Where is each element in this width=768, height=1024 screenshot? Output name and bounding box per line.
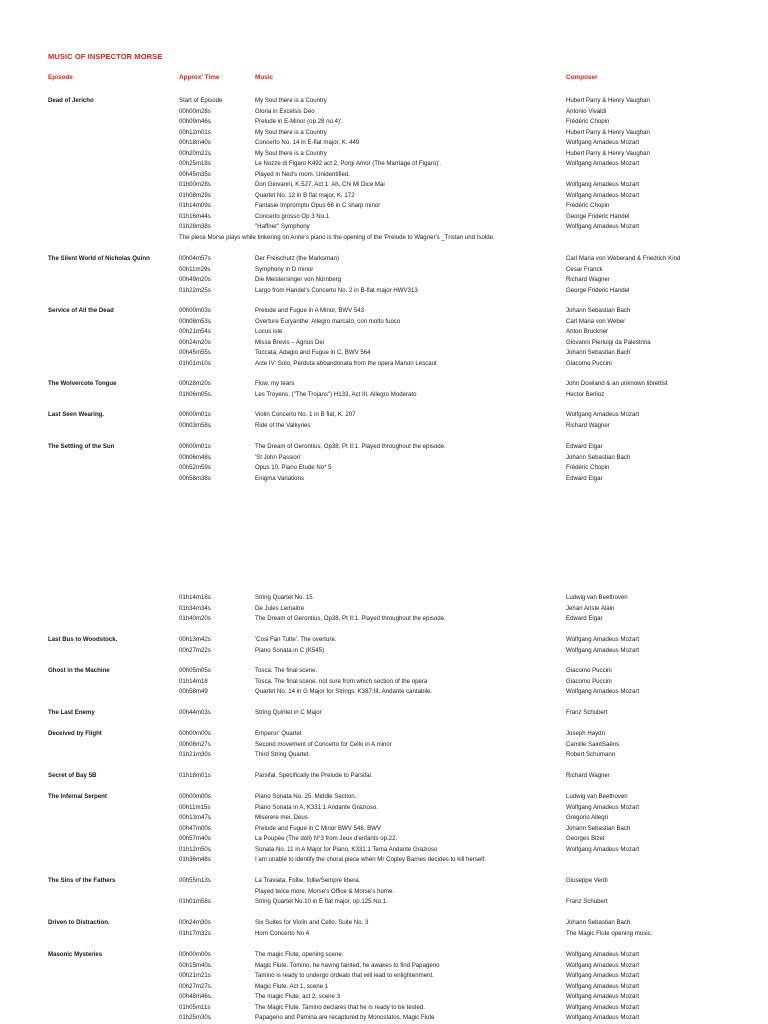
- music-cell: 'Cosi Fan Tutte'. The overture.: [255, 636, 337, 643]
- time-cell: 01h00m28s: [179, 181, 211, 188]
- composer-cell: Robert Schumann: [566, 751, 616, 758]
- composer-cell: Wolfgang Amadeus Mozart: [566, 845, 640, 853]
- music-cell: Der Freischutz (the Marksman): [255, 255, 339, 262]
- table-row: [0, 275, 768, 285]
- table-row: [0, 212, 768, 222]
- table-row: [0, 750, 768, 760]
- table-row: [0, 410, 768, 420]
- composer-cell: Edward Elgar: [566, 474, 603, 482]
- music-cell: Second movement of Concerto for Cello in A minor: [255, 740, 392, 748]
- composer-cell: Johann Sebastian Bach: [566, 919, 631, 926]
- music-cell: Played in Ned's room. Unidentified.: [255, 170, 350, 178]
- time-cell: 00h04m57s: [179, 255, 211, 262]
- table-row: [0, 107, 768, 117]
- table-row: [0, 855, 768, 865]
- music-cell: Sonata No. 11 in A Major for Piano, K331:1 Tema Andante Grazioso: [255, 845, 438, 853]
- episode-cell: The Settling of the Sun: [48, 443, 115, 450]
- composer-cell: The Magic Flute opening music.: [566, 929, 653, 937]
- composer-cell: Jehan Ariste Alain: [566, 604, 615, 612]
- music-cell: I am unable to identify the choral piece when Mr Copley Barnes decides to kill herself.: [255, 856, 487, 863]
- time-cell: 00h21m54s: [179, 328, 211, 335]
- table-row: [0, 421, 768, 431]
- music-cell: Concerto grosso Op.3 No.1: [255, 212, 330, 220]
- note-text: The piece Morse plays while tinkering on Anne's piano is the opening of the 'Prelude to Wagner's _Tristan und Isolde.: [179, 233, 495, 241]
- music-cell: Third String Quartet.: [255, 751, 311, 758]
- composer-cell: Wolfgang Amadeus Mozart: [566, 411, 640, 418]
- music-cell: Fantasie Impromptu Opus 66 in C sharp minor: [255, 202, 381, 209]
- music-cell: The Dream of Gerontius, Op38, Pt II:1. Played throughout the episode.: [255, 443, 446, 450]
- time-cell: 00h45m35s: [179, 170, 211, 178]
- composer-cell: Frédéric Chopin: [566, 464, 610, 471]
- table-row: [0, 191, 768, 201]
- time-cell: 00h13m42s: [179, 636, 211, 643]
- episode-cell: The Last Enemy: [48, 709, 95, 716]
- composer-cell: Hector Berlioz: [566, 390, 605, 398]
- time-cell: 00h05m05s: [179, 667, 211, 674]
- time-cell: 00h15m40s.: [179, 961, 213, 969]
- music-cell: Largo from Handel's Concerto No. 2 in B-flat major HWV313: [255, 286, 418, 294]
- composer-cell: Ludwig van Beethoven: [566, 793, 628, 800]
- music-cell: My Soul there is a Country: [255, 149, 327, 157]
- table-row: [0, 876, 768, 886]
- time-cell: 00h48m46s.: [179, 993, 213, 1000]
- composer-cell: Giacomo Puccini: [566, 677, 612, 685]
- table-row: [0, 379, 768, 389]
- table-row: [0, 666, 768, 676]
- header-episode: Episode: [48, 74, 73, 81]
- music-cell: Horn Concerto No 4: [255, 929, 310, 937]
- music-cell: Opus 10, Piano Etude No* 5: [255, 464, 332, 471]
- table-row: [0, 201, 768, 211]
- time-cell: 00h11m29s: [179, 265, 211, 273]
- composer-cell: Wolfgang Amadeus Mozart: [566, 993, 640, 1000]
- time-cell: 01h14m18: [179, 677, 208, 685]
- composer-cell: Georges Bizet: [566, 835, 605, 842]
- music-cell: Prelude and Fugue in C Minor BWV 546. BWV: [255, 824, 381, 832]
- composer-cell: Anton Bruckner: [566, 328, 609, 335]
- composer-cell: Ludwig van Beethoven: [566, 594, 628, 601]
- music-cell: 'St John Passion': [255, 453, 302, 461]
- time-cell: 00h00m00s: [179, 730, 211, 737]
- composer-cell: Johann Sebastian Bach: [566, 453, 631, 461]
- table-row: [0, 950, 768, 960]
- music-cell: My Soul there is a Country: [255, 97, 327, 104]
- time-cell: 00h00m01s: [179, 411, 211, 418]
- table-row: [0, 138, 768, 148]
- time-cell: 01h01m58s: [179, 898, 211, 905]
- table-row: [0, 687, 768, 697]
- composer-cell: Wolfgang Amadeus Mozart: [566, 961, 640, 969]
- composer-cell: Giuseppe Verdi: [566, 877, 608, 884]
- music-cell: Piano Sonata in C (K545): [255, 646, 325, 654]
- table-row: [0, 453, 768, 463]
- time-cell: 00h27m22s: [179, 646, 211, 654]
- music-cell: Gloria in Excelsis Deo: [255, 107, 315, 115]
- table-row: [0, 729, 768, 739]
- episode-cell: Ghost in the Machine: [48, 667, 110, 674]
- table-row: [0, 222, 768, 232]
- time-cell: 00h11m15s: [179, 803, 211, 811]
- composer-cell: Franz Schubert: [566, 898, 608, 905]
- time-cell: 00h58m49: [179, 688, 208, 695]
- music-cell: Missa Brevis – Agnus Dei: [255, 338, 325, 346]
- composer-cell: Antonio Vivaldi: [566, 107, 607, 115]
- table-row: [0, 929, 768, 939]
- time-cell: 00h45m55s: [179, 349, 211, 356]
- composer-cell: Wolfgang Amadeus Mozart: [566, 160, 640, 167]
- music-cell: Die Meistersinger von Nürnberg: [255, 276, 342, 283]
- composer-cell: Camille SaintSaëns: [566, 740, 620, 748]
- music-cell: Magic Flute. Act 1, scene 1: [255, 982, 329, 990]
- time-cell: 00h09m46s: [179, 118, 211, 125]
- composer-cell: Wolfgang Amadeus Mozart: [566, 223, 640, 230]
- table-row: [0, 286, 768, 296]
- music-cell: Piano Sonata No. 25. Middle Section.: [255, 793, 357, 800]
- table-row: [0, 265, 768, 275]
- time-cell: 00h49m20s: [179, 276, 211, 283]
- music-cell: Parsifal. Specifically the Prelude to Parsifal.: [255, 772, 373, 779]
- episode-cell: The Silent World of Nicholas Quinn: [48, 255, 150, 262]
- table-row: [0, 635, 768, 645]
- table-row: [0, 128, 768, 138]
- table-row: [0, 971, 768, 981]
- table-row: [0, 771, 768, 781]
- composer-cell: Gregorio Allegri: [566, 814, 608, 821]
- time-cell: 00h08m27s: [179, 740, 211, 748]
- composer-cell: Hubert Parry & Henry Vaughan: [566, 128, 650, 136]
- composer-cell: Edward Elgar: [566, 615, 603, 622]
- table-row: [0, 918, 768, 928]
- table-row: [0, 813, 768, 823]
- composer-cell: Wolfgang Amadeus Mozart: [566, 191, 640, 199]
- time-cell: 00h13m47s: [179, 814, 211, 821]
- music-cell: Violin Concerto No. 1 in B flat, K. 207: [255, 411, 356, 418]
- table-row: [0, 317, 768, 327]
- composer-cell: Richard Wagner: [566, 276, 610, 283]
- time-cell: 00h18m40s: [179, 139, 211, 146]
- table-row: [0, 845, 768, 855]
- music-cell: Tamino is ready to undergo ordeals that will lead to enlightenment.: [255, 972, 434, 979]
- composer-cell: Johann Sebastian Bach: [566, 307, 631, 314]
- composer-cell: Carl Maria von Weberand & Friedrich Kind: [566, 255, 681, 262]
- music-cell: De Jules Lemaitre: [255, 604, 305, 612]
- episode-cell: Deceived by Flight: [48, 730, 102, 737]
- music-cell: My Soul there is a Country: [255, 128, 327, 136]
- time-cell: 00h06m48s: [179, 453, 211, 461]
- table-row: [0, 792, 768, 802]
- table-row: [0, 992, 768, 1002]
- music-cell: Le Nozze di Figaro K492 act 2, Porgi Amor (The Marriage of Figaro)'.: [255, 160, 442, 167]
- composer-cell: John Dowland & an unknown librettist: [566, 380, 668, 387]
- time-cell: 00h00m28s: [179, 107, 211, 115]
- table-row: [0, 834, 768, 844]
- time-cell: 01h05m11s: [179, 1003, 211, 1011]
- time-cell: 01h21m30s: [179, 751, 211, 758]
- episode-cell: Last Bus to Woodstock.: [48, 636, 118, 643]
- music-cell: The Magic Flute. Tamino declares that he is ready to be tested.: [255, 1003, 425, 1011]
- music-cell: Piano Sonata in A, K331:1 Andante Grazioso.: [255, 803, 378, 811]
- table-row: [0, 961, 768, 971]
- composer-cell: Wolfgang Amadeus Mozart: [566, 982, 640, 990]
- time-cell: 00h52m59s: [179, 464, 211, 471]
- table-row: [0, 359, 768, 369]
- time-cell: 01h16m44s: [179, 212, 211, 220]
- time-cell: 01h34m34s: [179, 604, 211, 612]
- header-composer: Composer: [566, 74, 598, 81]
- table-row: [0, 442, 768, 452]
- time-cell: 00h24m20s: [179, 338, 211, 346]
- music-cell: Quartet No. 14 in G Major for Strings. K387:III. Andante cantabile.: [255, 688, 433, 695]
- music-cell: Enigma Variations: [255, 474, 304, 482]
- composer-cell: Frédéric Chopin: [566, 118, 610, 125]
- table-row: [0, 180, 768, 190]
- music-cell: "Haffner" Symphony: [255, 223, 310, 230]
- composer-cell: Richard Wagner: [566, 421, 610, 429]
- time-cell: 00h00m03s: [179, 307, 211, 314]
- table-row: [0, 233, 768, 243]
- music-cell: Symphony in D minor: [255, 265, 314, 273]
- composer-cell: Wolfgang Amadeus Mozart: [566, 1003, 640, 1011]
- table-row: [0, 803, 768, 813]
- table-row: [0, 159, 768, 169]
- music-cell: Prelude in E-Minor (op.28 no.4)'.: [255, 118, 343, 125]
- time-cell: 00h03m58s: [179, 421, 211, 429]
- time-cell: 00h57m40s: [179, 835, 211, 842]
- music-cell: Played twice more, Morse's Office & Morse's home.: [255, 887, 395, 895]
- table-row: [0, 149, 768, 159]
- music-cell: Papageno and Pamina are recaptured by Monostatos. Magic Flute: [255, 1014, 435, 1021]
- time-cell: 00h25m18s: [179, 160, 211, 167]
- music-cell: Quartet No. 12 in B flat major, K. 172: [255, 191, 355, 199]
- music-cell: La Poupée (The doll) N°3 from Jeux d'enfants op.22.: [255, 835, 398, 842]
- composer-cell: Wolfgang Amadeus Mozart: [566, 1014, 640, 1021]
- table-row: [0, 1003, 768, 1013]
- composer-cell: Hubert Parry & Henry Vaughan: [566, 97, 650, 104]
- episode-cell: Last Seen Wearing.: [48, 411, 105, 418]
- music-cell: Toccata, Adagio and Fugue in C, BWV 564: [255, 349, 371, 356]
- music-cell: Overture Euryanthe: Allegro marcato, con molto fuoco: [255, 317, 401, 325]
- table-row: [0, 306, 768, 316]
- composer-cell: Frédéric Chopin: [566, 202, 610, 209]
- time-cell: 00h08m53s: [179, 317, 211, 325]
- time-cell: 01h01m10s: [179, 359, 211, 367]
- time-cell: 00h44m03s: [179, 709, 211, 716]
- header-music: Music: [255, 74, 274, 81]
- composer-cell: Wolfgang Amadeus Mozart: [566, 803, 640, 811]
- table-row: [0, 170, 768, 180]
- time-cell: 00h00m01s: [179, 443, 211, 450]
- time-cell: 01h08m29s: [179, 191, 211, 199]
- composer-cell: Wolfgang Amadeus Mozart: [566, 972, 640, 979]
- time-cell: 01h40m20s: [179, 615, 211, 622]
- music-cell: String Quintet in C Major: [255, 709, 322, 716]
- time-cell: 01h17m32s: [179, 929, 211, 937]
- time-cell: 01h14m16s: [179, 594, 211, 601]
- table-row: [0, 897, 768, 907]
- time-cell: 01h28m38s: [179, 223, 211, 230]
- composer-cell: Edward Elgar: [566, 443, 603, 450]
- music-cell: Tosca. The final scene. not sure from which section of the opera: [255, 677, 428, 685]
- time-cell: Start of Episode: [179, 97, 223, 104]
- table-row: [0, 708, 768, 718]
- document-title: MUSIC OF INSPECTOR MORSE: [48, 52, 163, 61]
- time-cell: 01h06m05s.: [179, 390, 213, 398]
- composer-cell: Giacomo Puccini: [566, 359, 612, 367]
- time-cell: 01h12m50s: [179, 845, 211, 853]
- music-cell: Les Troyens, ("The Trojans") H133, Act III, Allegro Moderato: [255, 390, 417, 398]
- music-cell: Emperor' Quartet: [255, 730, 302, 737]
- time-cell: 00h47m00s: [179, 824, 211, 832]
- episode-cell: Secret of Bay 5B: [48, 772, 97, 779]
- music-cell: La Traviata, Follie, follie/Sempre libera.: [255, 877, 361, 884]
- composer-cell: Wolfgang Amadeus Mozart: [566, 181, 640, 188]
- episode-cell: Masonic Mysteries: [48, 951, 103, 958]
- table-row: [0, 96, 768, 106]
- table-row: [0, 474, 768, 484]
- table-row: [0, 338, 768, 348]
- time-cell: 00h21m21s: [179, 972, 211, 979]
- episode-cell: Dead of Jericho: [48, 97, 94, 104]
- table-row: [0, 982, 768, 992]
- music-cell: Concerto No. 14 in E-flat major, K. 449: [255, 139, 360, 146]
- time-cell: 00h20m22s: [179, 149, 211, 157]
- episode-cell: Driven to Distraction.: [48, 919, 110, 926]
- episode-cell: The Sins of the Fathers: [48, 877, 116, 884]
- composer-cell: Wolfgang Amadeus Mozart: [566, 646, 640, 654]
- composer-cell: Johann Sebastian Bach: [566, 824, 631, 832]
- episode-cell: The Wolvercote Tongue: [48, 380, 117, 387]
- composer-cell: Carl Maria von Weber: [566, 317, 626, 325]
- table-row: [0, 740, 768, 750]
- music-cell: The Dream of Gerontius, Op38, Pt II:1. Played throughout the episode.: [255, 615, 446, 622]
- music-cell: Locus iste: [255, 328, 283, 335]
- table-row: [0, 1013, 768, 1023]
- music-cell: The magic Flute, act 2, scene 3: [255, 993, 341, 1000]
- composer-cell: Giacomo Puccini: [566, 667, 612, 674]
- time-cell: 00h55m13s: [179, 877, 211, 884]
- episode-cell: Service of All the Dead: [48, 307, 114, 314]
- table-row: [0, 390, 768, 400]
- music-cell: Ride of the Valkyries: [255, 421, 311, 429]
- time-cell: 01h36m48s: [179, 856, 211, 863]
- table-row: [0, 327, 768, 337]
- header-time: Approx' Time: [179, 74, 220, 81]
- table-row: [0, 646, 768, 656]
- music-cell: The magic Flute, opening scene.: [255, 951, 344, 958]
- composer-cell: Joseph Haydn: [566, 730, 605, 737]
- table-row: [0, 887, 768, 897]
- music-cell: Tosca. The final scene.: [255, 667, 318, 674]
- table-row: [0, 614, 768, 624]
- table-row: [0, 117, 768, 127]
- time-cell: 01h22m25s: [179, 286, 211, 294]
- composer-cell: Richard Wagner: [566, 772, 610, 779]
- composer-cell: Wolfgang Amadeus Mozart: [566, 951, 640, 958]
- composer-cell: Wolfgang Amadeus Mozart: [566, 688, 640, 695]
- table-row: [0, 824, 768, 834]
- composer-cell: Hubert Parry & Henry Vaughan: [566, 149, 650, 157]
- time-cell: 00h12m01s: [179, 128, 211, 136]
- time-cell: 00h58m38s: [179, 474, 211, 482]
- time-cell: 01h14m09s: [179, 202, 211, 209]
- table-row: [0, 348, 768, 358]
- music-cell: Magic Flute. Tomino, he having fainted, he awakes to find Papageno: [255, 961, 440, 969]
- table-row: [0, 593, 768, 603]
- music-cell: Prelude and Fugue in A Minor, BWV 543: [255, 307, 365, 314]
- table-row: [0, 463, 768, 473]
- time-cell: 00h00m00s: [179, 951, 211, 958]
- time-cell: 01h18m01s: [179, 772, 211, 779]
- episode-cell: The Infernal Serpent: [48, 793, 107, 800]
- time-cell: 00h27m27s.: [179, 982, 213, 990]
- time-cell: 01h25m30s: [179, 1014, 211, 1021]
- time-cell: 00h24m30s: [179, 919, 211, 926]
- composer-cell: George Frideric Handel: [566, 286, 630, 294]
- time-cell: 00h00m00s: [179, 793, 211, 800]
- composer-cell: Wolfgang Amadeus Mozart: [566, 139, 640, 146]
- music-cell: String Quartet No.10 in E flat major, op.125 No.1.: [255, 898, 388, 905]
- table-row: [0, 604, 768, 614]
- music-cell: Don Giovanni, K.527, Act 1: Ah, Chi Mi Dice Mai: [255, 181, 385, 188]
- composer-cell: Wolfgang Amadeus Mozart: [566, 636, 640, 643]
- composer-cell: George Frideric Handel: [566, 212, 630, 220]
- composer-cell: Giovanni Pierluigi da Palestrina: [566, 338, 651, 346]
- time-cell: 00h28m20s: [179, 380, 211, 387]
- music-cell: Acte IV: Solo, Perduta abbandonata from the opera Manon Lescaut: [255, 359, 437, 367]
- composer-cell: Johann Sebastian Bach: [566, 349, 631, 356]
- music-cell: Miserere mei, Deus: [255, 814, 308, 821]
- composer-cell: Franz Schubert: [566, 709, 608, 716]
- composer-cell: Cesar Franck: [566, 265, 603, 273]
- music-cell: String Quartet No. 15: [255, 594, 313, 601]
- table-row: [0, 677, 768, 687]
- music-cell: Flow, my tears: [255, 380, 295, 387]
- table-row: [0, 254, 768, 264]
- music-cell: Six Suites for Violin and Cello. Suite No. 3: [255, 919, 369, 926]
